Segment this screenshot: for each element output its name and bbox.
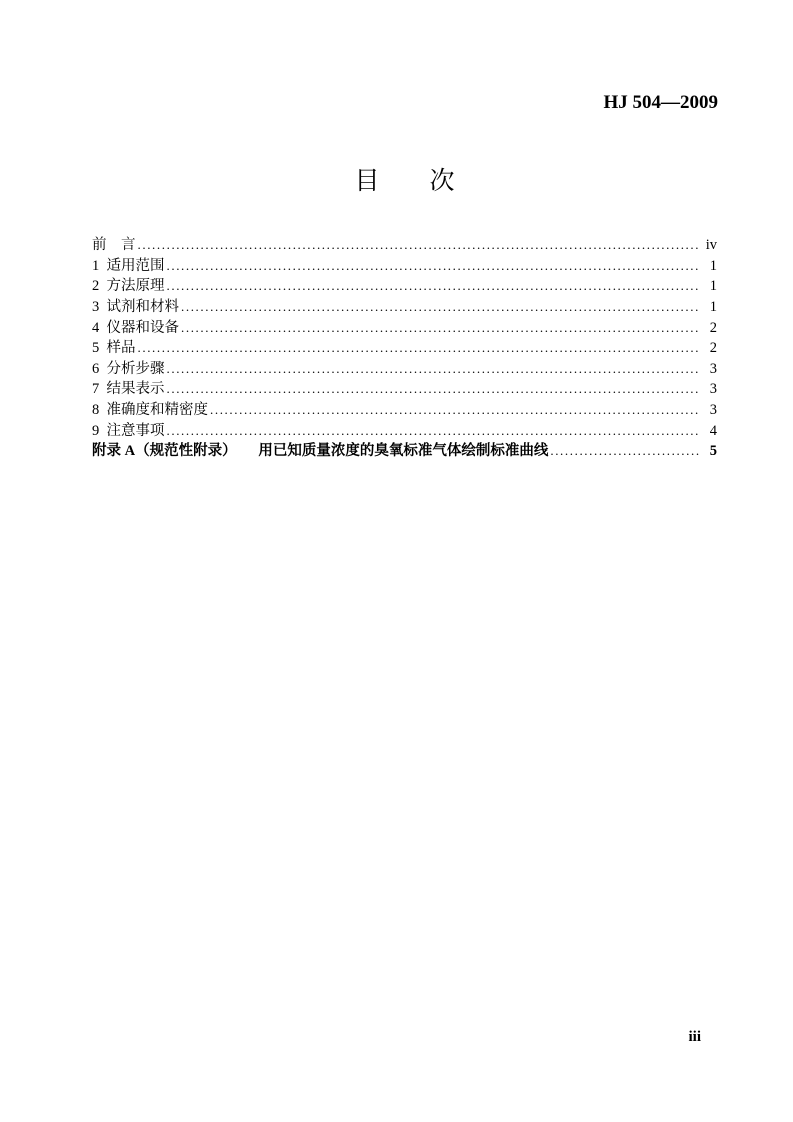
toc-entry bbox=[92, 235, 717, 256]
table-of-contents bbox=[92, 235, 717, 462]
standard-number: HJ 504—2009 bbox=[603, 92, 718, 113]
toc-entry-page-number: 4 bbox=[709, 422, 717, 439]
toc-entry bbox=[92, 379, 717, 400]
toc-entry-label: 附录 A（规范性附录） 用已知质量浓度的臭氧标准气体绘制标准曲线 bbox=[92, 443, 549, 460]
toc-entry-label: 2 方法原理 bbox=[92, 278, 165, 295]
toc-entry bbox=[92, 318, 717, 339]
toc-dot-leader bbox=[167, 421, 700, 442]
toc-dot-leader bbox=[138, 235, 700, 256]
toc-entry bbox=[92, 441, 717, 462]
toc-entry-label: 6 分析步骤 bbox=[92, 360, 165, 377]
toc-entry-label: 7 结果表示 bbox=[92, 381, 165, 398]
toc-entry-page-number: 3 bbox=[709, 360, 717, 377]
toc-dot-leader bbox=[181, 318, 699, 339]
toc-dot-leader bbox=[138, 338, 700, 359]
toc-entry bbox=[92, 338, 717, 359]
document-header bbox=[92, 92, 718, 114]
toc-dot-leader bbox=[167, 359, 700, 380]
toc-entry-page-number: 1 bbox=[709, 298, 717, 315]
toc-entry-page-number: iv bbox=[705, 237, 717, 253]
page-footer bbox=[688, 1028, 701, 1046]
toc-entry-label: 5 样品 bbox=[92, 340, 136, 357]
toc-entry-page-number: 3 bbox=[709, 402, 717, 419]
toc-entry bbox=[92, 359, 717, 380]
toc-dot-leader bbox=[167, 379, 700, 400]
toc-entry-page-number: 3 bbox=[709, 381, 717, 398]
toc-entry-label: 8 准确度和精密度 bbox=[92, 402, 208, 419]
page-title: 目 次 bbox=[354, 167, 455, 195]
toc-entry-page-number: 2 bbox=[709, 319, 717, 336]
toc-entry-page-number: 5 bbox=[709, 443, 717, 460]
toc-entry-label: 9 注意事项 bbox=[92, 422, 165, 439]
toc-entry bbox=[92, 256, 717, 277]
toc-dot-leader bbox=[550, 441, 699, 462]
toc-entry bbox=[92, 421, 717, 442]
page-number: iii bbox=[688, 1029, 701, 1045]
toc-entry-page-number: 2 bbox=[709, 340, 717, 357]
toc-dot-leader bbox=[167, 276, 700, 297]
toc-entry-page-number: 1 bbox=[709, 278, 717, 295]
toc-entry-label: 前 言 bbox=[92, 237, 136, 253]
toc-entry bbox=[92, 400, 717, 421]
toc-entry-label: 1 适用范围 bbox=[92, 257, 165, 274]
toc-dot-leader bbox=[167, 256, 700, 277]
toc-entry bbox=[92, 297, 717, 318]
toc-entry-label: 4 仪器和设备 bbox=[92, 319, 179, 336]
toc-entry-page-number: 1 bbox=[709, 257, 717, 274]
toc-dot-leader bbox=[210, 400, 699, 421]
toc-dot-leader bbox=[181, 297, 699, 318]
toc-entry bbox=[92, 276, 717, 297]
toc-entry-label: 3 试剂和材料 bbox=[92, 298, 179, 315]
